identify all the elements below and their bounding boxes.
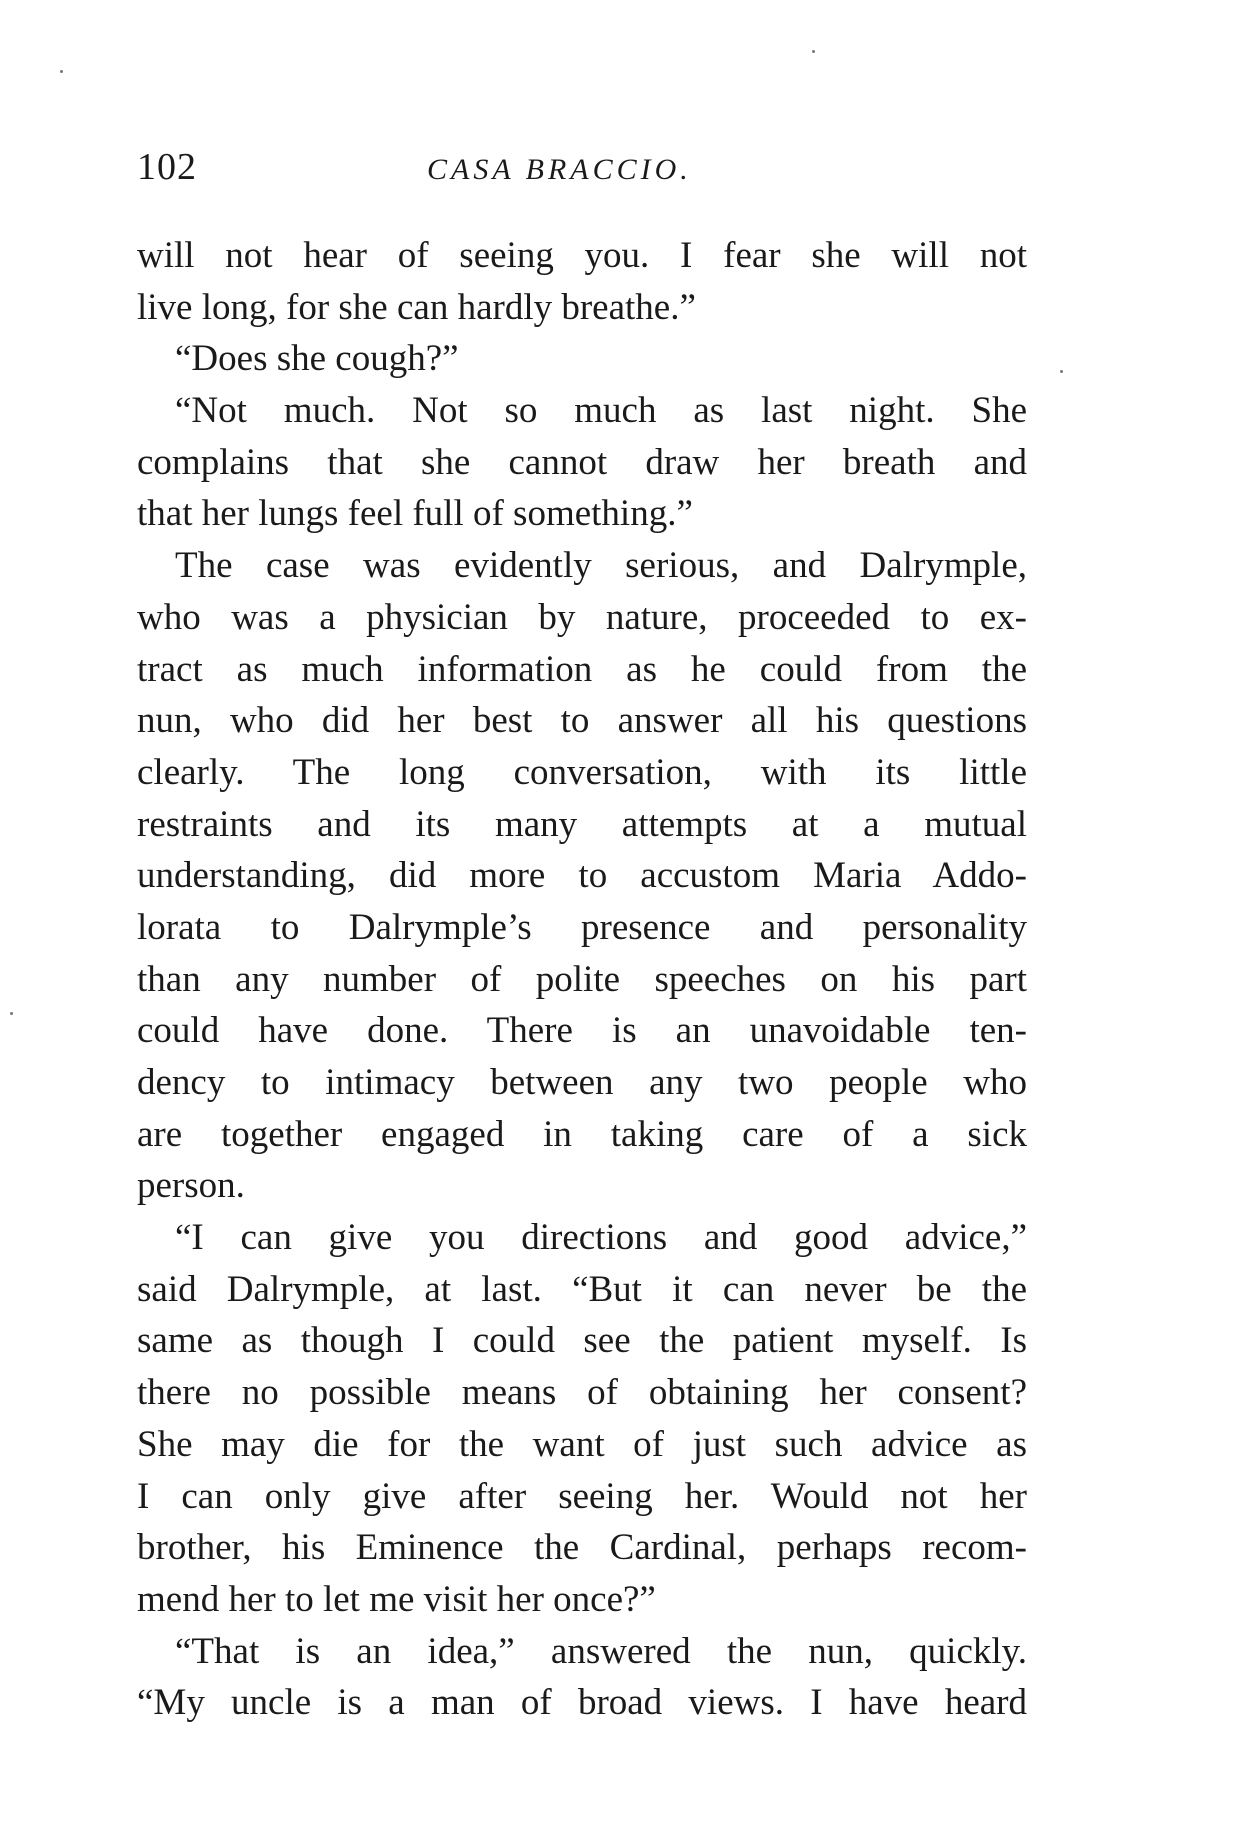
paper-speck bbox=[60, 70, 63, 73]
text-line: that her lungs feel full of something.” bbox=[137, 493, 693, 535]
text-line: there no possible means of obtaining her consent? bbox=[137, 1372, 1027, 1414]
text-line: lorata to Dalrymple’s presence and personality bbox=[137, 906, 1027, 948]
text-line: same as though I could see the patient myself. Is bbox=[137, 1320, 1027, 1362]
text-line: dency to intimacy between any two people who bbox=[137, 1062, 1027, 1103]
text-line: are together engaged in taking care of a sick bbox=[137, 1113, 1027, 1155]
text-line: tract as much information as he could from the bbox=[137, 648, 1027, 690]
paper-speck bbox=[1060, 370, 1063, 373]
text-line: mend her to let me visit her once?” bbox=[137, 1578, 656, 1620]
text-line: who was a physician by nature, proceeded to ex- bbox=[137, 596, 1027, 638]
text-line: I can only give after seeing her. Would not her bbox=[137, 1475, 1027, 1517]
body-text bbox=[137, 230, 1027, 1729]
text-line: restraints and its many attempts at a mutual bbox=[137, 803, 1027, 845]
running-title: CASA BRACCIO. bbox=[427, 153, 692, 186]
paper-speck bbox=[812, 50, 815, 53]
paper-speck bbox=[10, 1012, 13, 1015]
text-line: person. bbox=[137, 1165, 245, 1207]
text-line: She may die for the want of just such advice as bbox=[137, 1423, 1027, 1465]
text-line: clearly. The long conversation, with its little bbox=[137, 751, 1027, 793]
text-line: complains that she cannot draw her breath and bbox=[137, 441, 1027, 483]
text-line: live long, for she can hardly breathe.” bbox=[137, 286, 696, 328]
text-line: said Dalrymple, at last. “But it can never be the bbox=[137, 1268, 1027, 1310]
text-line: “That is an idea,” answered the nun, quickly. bbox=[175, 1630, 1027, 1672]
text-line: “I can give you directions and good advice,” bbox=[175, 1217, 1027, 1259]
text-line: could have done. There is an unavoidable ten- bbox=[137, 1010, 1027, 1052]
text-line: “Not much. Not so much as last night. She bbox=[175, 390, 1027, 432]
text-line: “My uncle is a man of broad views. I have heard bbox=[137, 1682, 1027, 1724]
page-number: 102 bbox=[137, 146, 197, 188]
text-line: nun, who did her best to answer all his questions bbox=[137, 700, 1027, 742]
text-line: The case was evidently serious, and Dalrymple, bbox=[175, 545, 1027, 587]
text-line: brother, his Eminence the Cardinal, perhaps recom- bbox=[137, 1527, 1027, 1569]
text-line: will not hear of seeing you. I fear she will not bbox=[137, 235, 1027, 276]
text-line: “Does she cough?” bbox=[175, 338, 459, 380]
text-line: understanding, did more to accustom Maria Addo- bbox=[137, 855, 1027, 897]
text-line: than any number of polite speeches on his part bbox=[137, 958, 1027, 1000]
page-header bbox=[137, 145, 1037, 195]
